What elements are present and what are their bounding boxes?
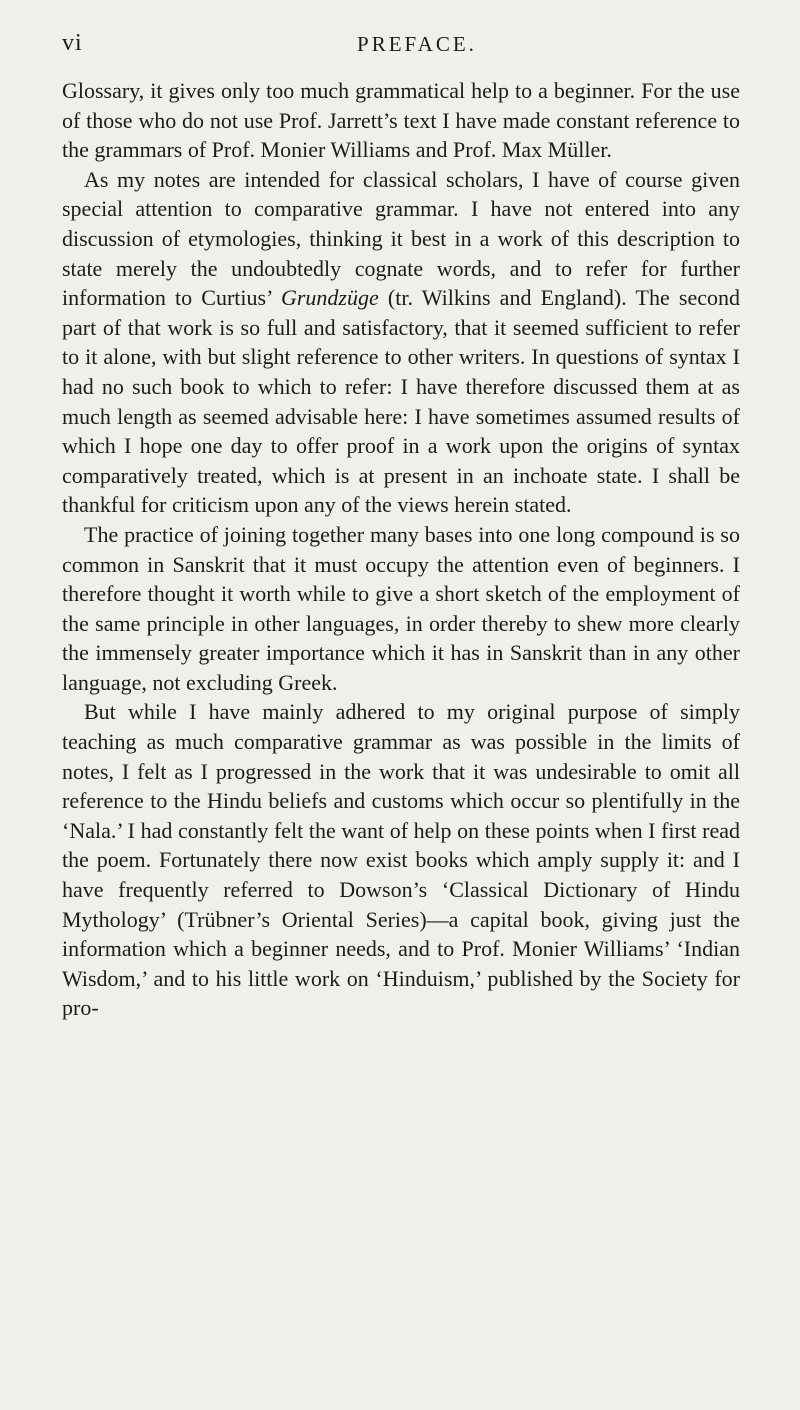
page-header	[62, 30, 742, 60]
paragraph-text: As my notes are intended for classical scholars, I have of course given special attention to comparative grammar. I have not entered into any discussion of etymologies, thinking it best in a work of this description to state merely the undoubtedly cognate words, and to refer for further information to Curtius’	[62, 166, 740, 311]
paragraph-text: (tr. Wilkins and England). The second part of that work is so full and satisfactory, that it seemed sufficient to refer to it alone, with but slight reference to other writers. In questions of syntax I had no such book to which to refer: I have therefore discussed them at as much length as seemed advisable here: I have sometimes assumed results of which I hope one day to offer proof in a work upon the origins of syntax comparatively treated, which is at present in an inchoate state. I shall be thankful for criticism upon any of the views herein stated.	[62, 285, 740, 518]
page-number: vi	[62, 30, 83, 56]
body-text	[62, 76, 740, 1023]
paragraph-compounds: The practice of joining together many bases into one long compound is so common in Sanskrit that it must occupy the attention even of beginners. I therefore thought it worth while to give a short sketch of the employment of the same principle in other languages, in order thereby to shew more clearly the immensely greater importance which it has in Sanskrit than in any other language, not excluding Greek.	[62, 521, 740, 695]
book-title-italic: Grundzüge	[280, 285, 379, 311]
paragraph-glossary-continuation: Glossary, it gives only too much grammatical help to a beginner. For the use of those who do not use Prof. Jarrett’s text I have made constant reference to the grammars of Prof. Monier Williams and Prof. Max Müller.	[62, 78, 740, 163]
paragraph-hindu-beliefs: But while I have mainly adhered to my original purpose of simply teaching as much comparative grammar as was possible in the limits of notes, I felt as I progressed in the work that it was undesirable to omit all reference to the Hindu beliefs and customs which occur so plentifully in the ‘Nala.’ I had constantly felt the want of help on these points when I first read the poem. Fortunately there now exist books which amply supply it: and I have frequently referred to Dowson’s ‘Classical Dictionary of Hindu Mythology’ (Trübner’s Oriental Series)—a capital book, giving just the information which a beginner needs, and to Prof. Monier Williams’ ‘Indian Wisdom,’ and to his little work on ‘Hinduism,’ published by the Society for pro-	[62, 699, 740, 1021]
running-head: PREFACE.	[357, 32, 477, 56]
paragraph-comparative-grammar	[62, 165, 740, 520]
